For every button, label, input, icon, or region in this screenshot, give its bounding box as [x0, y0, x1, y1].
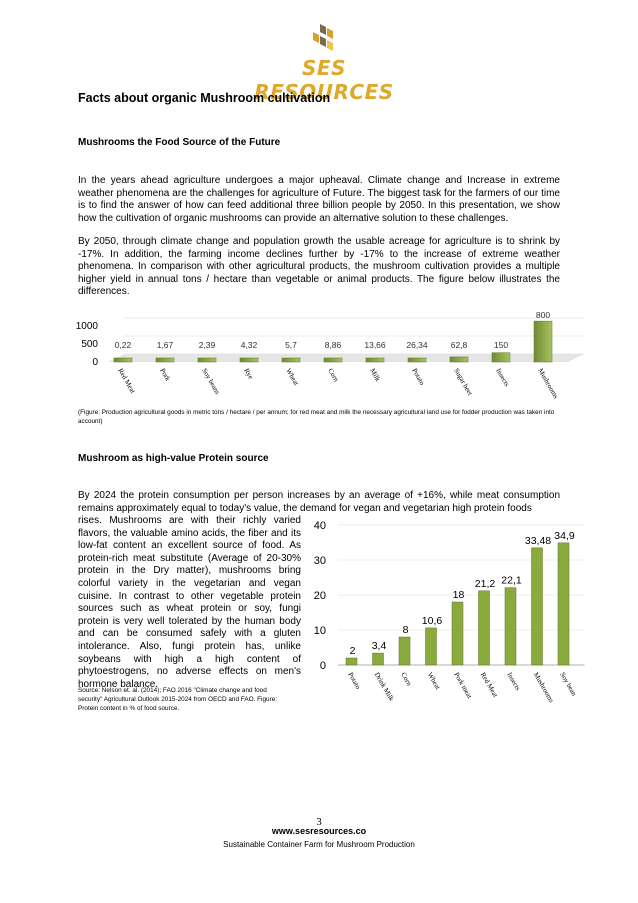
chart2-ytick: 40 [313, 520, 326, 532]
chart1-bar [366, 358, 384, 362]
chart1-category-label: Milk [368, 367, 383, 383]
chart1-value-label: 0,22 [114, 340, 132, 350]
chart1-bar [240, 358, 258, 362]
chart1-category-label: Pork [158, 367, 172, 383]
chart2-bar [373, 653, 384, 665]
chart1-bar [324, 358, 342, 362]
chart1-bar [450, 357, 468, 362]
chart2-category-label: Potato [346, 671, 363, 691]
chart1-value-label: 1,67 [156, 340, 174, 350]
chart1-category-label: Soy beans [200, 367, 222, 396]
chart1-category-label: Potato [410, 367, 427, 387]
chart2-ytick: 0 [319, 660, 326, 672]
chart2-category-label: Pork meat [452, 671, 474, 700]
chart2-bar [399, 637, 410, 665]
chart1-value-label: 13,66 [364, 340, 386, 350]
chart1-bar [534, 321, 552, 362]
chart1-category-label: Sugar beet [452, 367, 475, 397]
section2-paragraph-2: rises. Mushrooms are with their richly varied flavors, the valuable amino acids, the fiber and its low-fat content an excellent source of food. As protein-rich meat substitute (Average of 20-30% protein in the Dry matter), mushrooms bring colorful variety in the vegetarian and vegan cuisine. In contrast to other vegetable protein sources such as wheat protein or soy, fungi protein is very well tolerated by the human body and can be consumed safely with a gluten intolerance. Also, fungi protein has, unlike soybeans with high a high content of phytoestrogens, no adverse effects on men's hormone balance. [78, 515, 301, 690]
chart1-value-label: 150 [493, 340, 509, 350]
chart1-bar [408, 358, 426, 362]
chart2-value-label: 33,48 [524, 534, 552, 547]
chart1-category-label: Corn [326, 367, 341, 384]
section2-paragraph-1: By 2024 the protein consumption per person increases by an average of +16%, while meat consumption remains approximately equal to today's value, the demand for vegan and vegetarian high protein foods [78, 490, 560, 514]
chart2-ytick: 20 [313, 590, 326, 602]
chart2-category-label: Red Meat [478, 671, 500, 699]
chart1-value-label: 800 [535, 310, 551, 321]
chart2-ytick: 30 [313, 555, 326, 567]
chart1-bar [282, 358, 300, 362]
chart1-value-label: 4,32 [240, 340, 258, 350]
chart2-value-label: 8 [402, 624, 409, 636]
chart1-category-label: Rye [242, 367, 255, 381]
company-logo [246, 22, 402, 104]
chart1-value-label: 8,86 [324, 340, 342, 350]
chart1-value-label: 62,8 [450, 340, 468, 350]
chart2-bar [479, 591, 490, 665]
chart1-category-label: Mushrooms [536, 367, 560, 400]
chart2-bar [346, 658, 357, 665]
chart1-bar [114, 358, 132, 362]
chart2-value-label: 22,1 [501, 574, 522, 587]
chart1-value-label: 26,34 [406, 340, 428, 350]
chart2-category-label: Mushrooms [531, 671, 556, 704]
footer-url[interactable]: www.sesresources.co [271, 826, 367, 836]
chart2-category-label: Insects [505, 671, 522, 692]
chart2-bar [532, 548, 543, 665]
chart2-value-label: 3,4 [371, 640, 387, 653]
chart2-value-label: 18 [452, 589, 465, 601]
chart2-value-label: 2 [349, 645, 356, 657]
section1-heading: Mushrooms the Food Source of the Future [78, 137, 281, 148]
logo-mark-icon [306, 22, 342, 56]
page-title: Facts about organic Mushroom cultivation [78, 91, 331, 105]
chart1-category-label: Insects [494, 367, 511, 388]
chart2-category-label: Wheat [425, 671, 442, 691]
chart2-category-label: Drink Milk [372, 671, 396, 703]
chart2-value-label: 10,6 [421, 614, 443, 627]
section2-heading: Mushroom as high-value Protein source [78, 453, 269, 464]
chart1-category-label: Wheat [284, 367, 301, 387]
chart2-category-label: Corn [399, 671, 414, 688]
chart1-ytick: 0 [92, 357, 98, 368]
figure2-source: Source: Nelson et. al. (2014); FAO 2016 "Climate change and food security" Agricultural Outlook 2015-2024 from OECD and FAO. Figure: Protein content in % of food source. [78, 687, 278, 712]
chart2-bar [426, 628, 437, 665]
footer-subtitle: Sustainable Container Farm for Mushroom Production [223, 840, 415, 849]
chart1-value-label: 5,7 [285, 340, 297, 350]
chart1-bar [492, 353, 510, 362]
chart1-floor [108, 354, 584, 362]
section1-paragraph-1: In the years ahead agriculture undergoes a major upheaval. Climate change and Increase in extreme weather phenomena are the challenges for agriculture of Future. The biggest task for the farmers of our time is to find the answer of how can feed additional three billion people by 2050. In this presentation, we show how the cultivation of organic mushrooms can provide an alternative solution to these challenges. [78, 175, 560, 224]
chart1-bar [156, 358, 174, 362]
chart1-bar [198, 358, 216, 362]
chart2-value-label: 21,2 [474, 577, 496, 590]
chart1-value-label: 2,39 [198, 340, 216, 350]
protein-bar-chart [306, 515, 579, 715]
chart2-ytick: 10 [313, 625, 326, 637]
chart1-ytick: 500 [81, 339, 98, 350]
chart2-value-label: 34,9 [554, 529, 575, 542]
logo-wordmark: SES RESOURCES [254, 56, 394, 104]
page-number: 3 [316, 816, 322, 828]
chart2-bar [452, 602, 463, 665]
yield-bar-chart [72, 306, 562, 406]
chart1-category-label: Red Meat [116, 367, 137, 395]
chart2-bar [505, 588, 516, 665]
section1-paragraph-2: By 2050, through climate change and population growth the usable acreage for agriculture is to shrink by -17%. In addition, the farming income declines further by -17% to the increase of extreme weather phenomena. In comparison with other agricultural products, the mushroom cultivation provides a multiple higher yield in annual tons / hectare than vegetable or animal products. The figure below illustrates the differences. [78, 236, 560, 298]
figure1-caption: (Figure: Production agricultural goods in metric tons / hectare / per annum; for red meat and milk the necessary agricultural land use for fodder production was taken into account) [78, 409, 555, 425]
chart2-category-label: Soy bean [558, 671, 579, 698]
chart2-bar [558, 543, 569, 665]
chart1-ytick: 1000 [75, 321, 98, 332]
